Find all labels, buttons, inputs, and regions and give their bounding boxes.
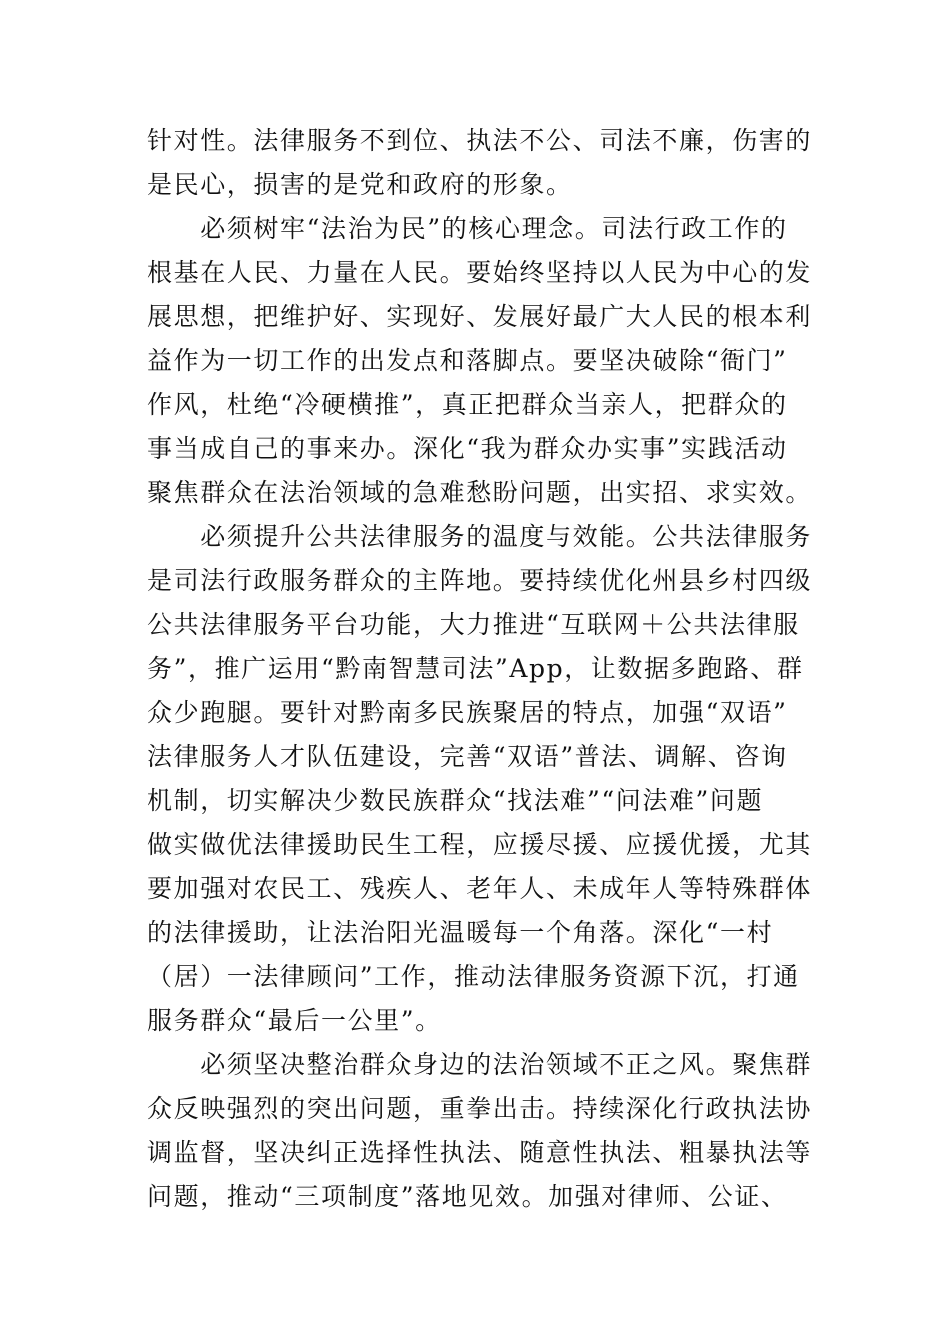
paragraph-first-line: 必须坚决整治群众身边的法治领域不正之风。聚焦群	[147, 1050, 813, 1079]
text-line: 众反映强烈的突出问题，重拳出击。持续深化行政执法协	[147, 1094, 813, 1123]
text-line: 调监督，坚决纠正选择性执法、随意性执法、粗暴执法等	[147, 1138, 813, 1167]
text-line: 针对性。法律服务不到位、执法不公、司法不廉，伤害的	[147, 126, 813, 155]
text-line: 是民心，损害的是党和政府的形象。	[147, 170, 573, 199]
text-line: 益作为一切工作的出发点和落脚点。要坚决破除“衙门”	[147, 346, 788, 375]
text-line: 机制，切实解决少数民族群众“找法难”“问法难”问题	[147, 786, 764, 815]
paragraph-first-line: 必须提升公共法律服务的温度与效能。公共法律服务	[147, 522, 813, 551]
text-line: 作风，杜绝“冷硬横推”，真正把群众当亲人，把群众的	[147, 390, 788, 419]
text-line: 服务群众“最后一公里”。	[147, 1006, 442, 1035]
text-line: 公共法律服务平台功能，大力推进“互联网＋公共法律服	[147, 610, 800, 639]
text-line: 事当成自己的事来办。深化“我为群众办实事”实践活动	[147, 434, 788, 463]
text-line: 问题，推动“三项制度”落地见效。加强对律师、公证、	[147, 1182, 788, 1211]
paragraph-first-line: 必须树牢“法治为民”的核心理念。司法行政工作的	[147, 214, 788, 243]
text-line: 要加强对农民工、残疾人、老年人、未成年人等特殊群体	[147, 874, 813, 903]
document-body	[147, 119, 827, 1219]
text-line: 法律服务人才队伍建设，完善“双语”普法、调解、咨询	[147, 742, 788, 771]
text-line: 众少跑腿。要针对黔南多民族聚居的特点，加强“双语”	[147, 698, 788, 727]
text-line: （居）一法律顾问”工作，推动法律服务资源下沉，打通	[147, 962, 800, 991]
text-line: 聚焦群众在法治领域的急难愁盼问题，出实招、求实效。	[147, 478, 813, 507]
text-line: 是司法行政服务群众的主阵地。要持续优化州县乡村四级	[147, 566, 813, 595]
text-line: 务”，推广运用“黔南智慧司法”App，让数据多跑路、群	[147, 654, 804, 683]
text-line: 的法律援助，让法治阳光温暖每一个角落。深化“一村	[147, 918, 774, 947]
text-line: 根基在人民、力量在人民。要始终坚持以人民为中心的发	[147, 258, 813, 287]
text-line: 展思想，把维护好、实现好、发展好最广大人民的根本利	[147, 302, 813, 331]
text-line: 做实做优法律援助民生工程，应援尽援、应援优援，尤其	[147, 830, 813, 859]
